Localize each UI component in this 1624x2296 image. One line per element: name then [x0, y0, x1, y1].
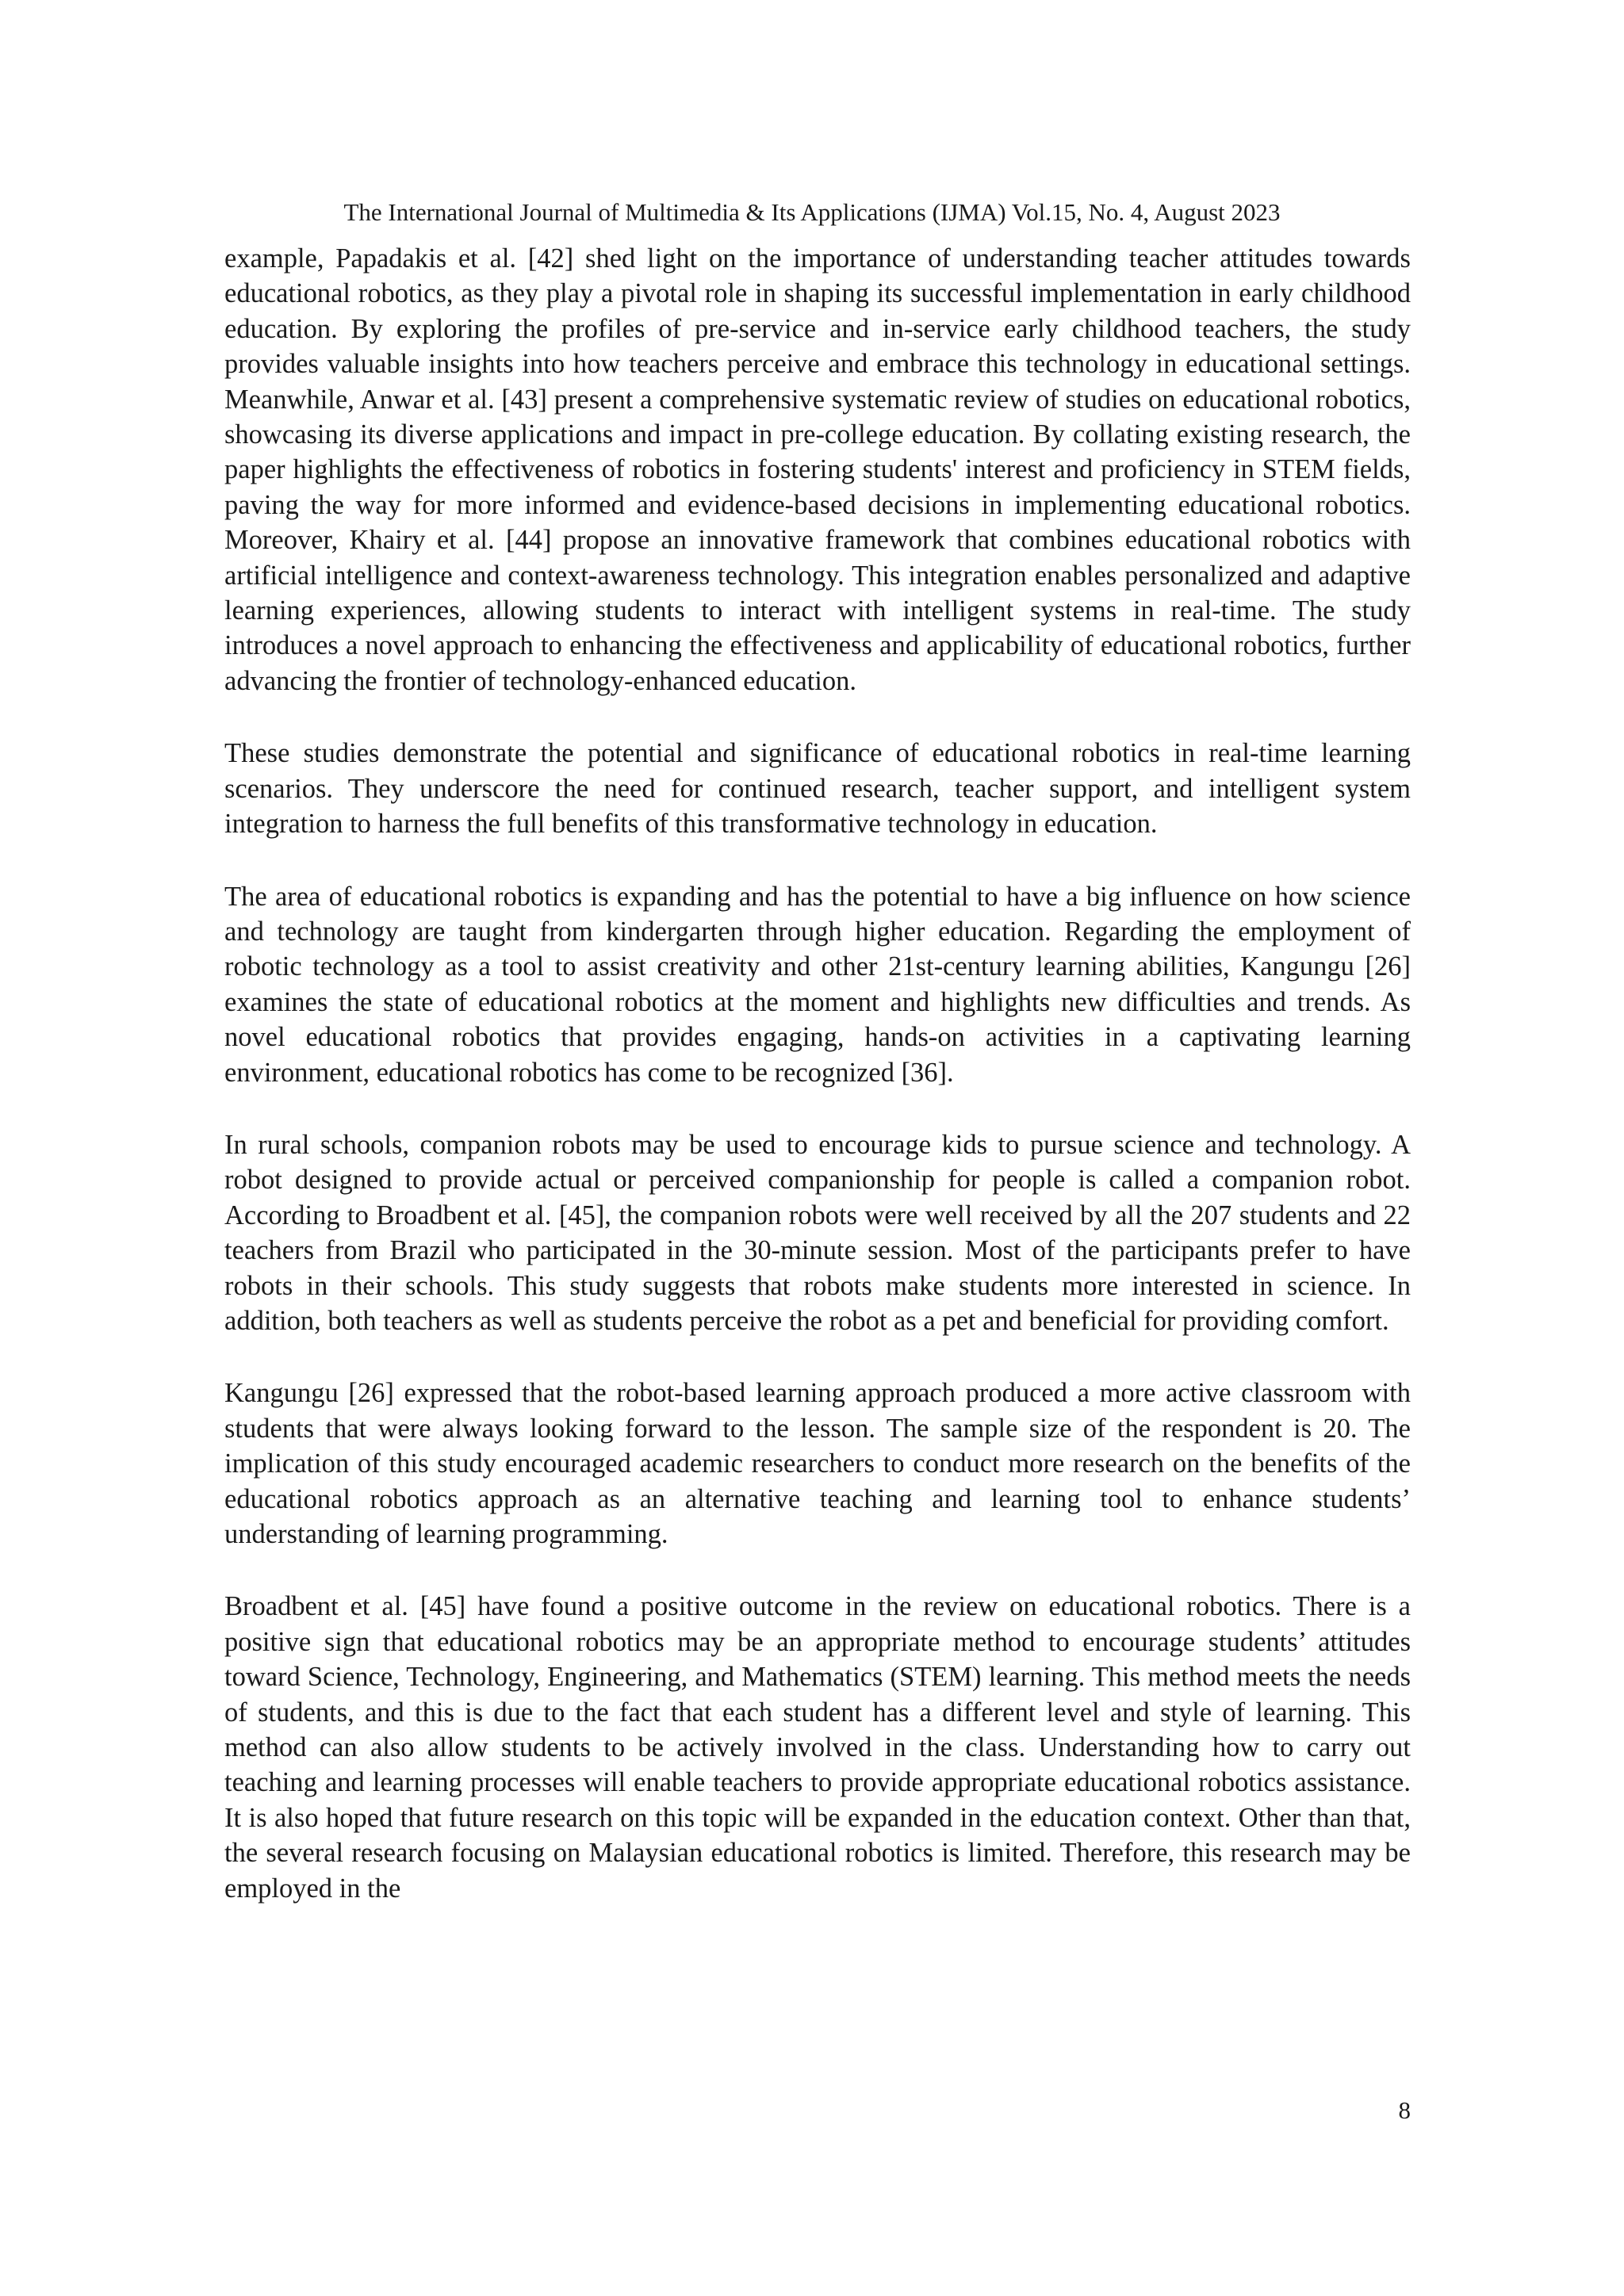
paragraph-kangungu-study: Kangungu [26] expressed that the robot-based learning approach produced a more active classroom with students that were always looking forward to the lesson. The sample size of the respondent is 20. The implication of this study encouraged academic researchers to conduct more research on the benefits of the educational robotics approach as an alternative teaching and learning tool to enhance students’ understanding of learning programming.: [224, 1378, 1411, 1549]
paragraph-robotics-studies: example, Papadakis et al. [42] shed light on the importance of understanding teacher attitudes towards educational robotics, as they play a pivotal role in shaping its successful implementation in early childhood education. By exploring the profiles of pre-service and in-service early childhood teachers, the study provides valuable insights into how teachers perceive and embrace this technology in educational settings. Meanwhile, Anwar et al. [43] present a comprehensive systematic review of studies on educational robotics, showcasing its diverse applications and impact in pre-college education. By collating existing research, the paper highlights the effectiveness of robotics in fostering students' interest and proficiency in STEM fields, paving the way for more informed and evidence-based decisions in implementing educational robotics. Moreover, Khairy et al. [44] propose an innovative framework that combines educational robotics with artificial intelligence and context-awareness technology. This integration enables personalized and adaptive learning experiences, allowing students to interact with intelligent systems in real-time. The study introduces a novel approach to enhancing the effectiveness and applicability of educational robotics, further advancing the frontier of technology-enhanced education.: [224, 243, 1411, 696]
paragraph-companion-robots: In rural schools, companion robots may be used to encourage kids to pursue science and technology. A robot designed to provide actual or perceived companionship for people is called a companion robot. According to Broadbent et al. [45], the companion robots were well received by all the 207 students and 22 teachers from Brazil who participated in the 30-minute session. Most of the participants prefer to have robots in their schools. This study suggests that robots make students more interested in science. In addition, both teachers as well as students perceive the robot as a pet and beneficial for providing comfort.: [224, 1129, 1411, 1336]
paragraph-broadbent-review: Broadbent et al. [45] have found a positive outcome in the review on educational robotics. There is a positive sign that educational robotics may be an appropriate method to encourage students’ attitudes toward Science, Technology, Engineering, and Mathematics (STEM) learning. This method meets the needs of students, and this is due to the fact that each student has a different level and style of learning. This method can also allow students to be actively involved in the class. Understanding how to carry out teaching and learning processes will enable teachers to provide appropriate educational robotics assistance. It is also hoped that future research on this topic will be expanded in the education context. Other than that, the several research focusing on Malaysian educational robotics is limited. Therefore, this research may be employed in the: [224, 1591, 1411, 1904]
paragraph-potential-significance: These studies demonstrate the potential and significance of educational robotics in real-time learning scenarios. They underscore the need for continued research, teacher support, and intelligent system integration to harness the full benefits of this transformative technology in education.: [224, 738, 1411, 840]
body-text: [224, 241, 1411, 1943]
page-number: 8: [1398, 2096, 1411, 2124]
paragraph-expanding-area: The area of educational robotics is expanding and has the potential to have a big influence on how science and technology are taught from kindergarten through higher education. Regarding the employment of robotic technology as a tool to assist creativity and other 21st-century learning abilities, Kangungu [26] examines the state of educational robotics at the moment and highlights new difficulties and trends. As novel educational robotics that provides engaging, hands-on activities in a captivating learning environment, educational robotics has come to be recognized [36].: [224, 881, 1411, 1088]
running-header: The International Journal of Multimedia & Its Applications (IJMA) Vol.15, No. 4, August 2023: [343, 198, 1281, 226]
